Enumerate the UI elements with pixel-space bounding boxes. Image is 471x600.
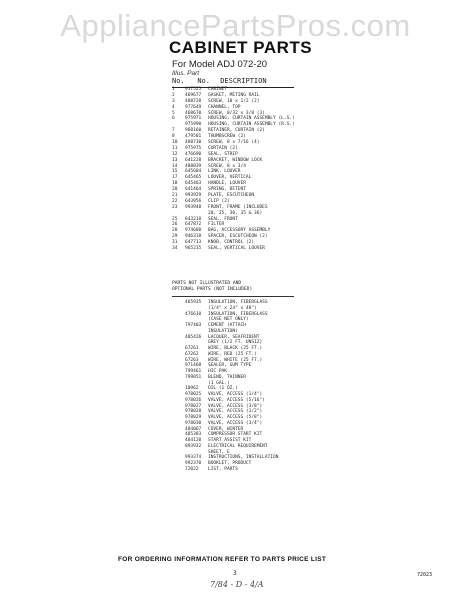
list-item-desc: SEAL, FRONT (208, 216, 238, 222)
list-item-desc: COVER, WINTER (208, 426, 244, 432)
list-item-part: 645684 (185, 169, 202, 175)
list-item-desc: BAG, ACCESSORY ASSEMBLY (208, 228, 271, 234)
list-item-part: 476610 (185, 311, 202, 317)
page-title: CABINET PARTS (169, 38, 313, 57)
list-item-desc: BOOKLET, PRODUCT (208, 461, 252, 466)
list-item-no: 15 (172, 169, 178, 175)
list-item (172, 246, 322, 252)
list-item-no: 2 (172, 92, 175, 98)
list-item-part: 978028 (185, 409, 202, 415)
page-number: 3 (233, 570, 237, 577)
list-item-no: 1 (172, 87, 175, 92)
list-item-no: 5 (172, 110, 175, 116)
list-item-desc: INSULATION, FIBERGLASS (208, 311, 268, 317)
list-item-part: 978029 (185, 415, 202, 420)
list-item-no: 18 (172, 181, 178, 187)
list-item-part: 975990 (185, 122, 202, 128)
list-item-desc: VALVE, ACCESS (3/4") (208, 420, 263, 426)
list-item-no: 3 (172, 98, 175, 104)
list-item-part: 488720 (185, 98, 202, 104)
list-item-desc: VALVE, ACCESS (3/8") (208, 403, 263, 409)
list-item-desc: (CASE NET ONLY) (208, 317, 249, 323)
list-item-no: 4 (172, 104, 175, 110)
list-item-desc: THUMBSCREW (2) (208, 134, 246, 140)
list-item-part: 645463 (185, 181, 202, 187)
list-item-desc: BLEND, THINNER (208, 374, 246, 380)
list-item-desc: BRACKET, WINDOW LOCK (208, 157, 263, 163)
list-item-no: 14 (172, 163, 178, 169)
list-item-no: 22 (172, 198, 178, 204)
list-item-no: 12 (172, 151, 178, 157)
list-item-part: 893932 (185, 443, 202, 449)
list-item-part: 978025 (185, 392, 202, 397)
list-item-desc: INSULATION) (208, 328, 238, 334)
list-item-part: 67262 (185, 351, 199, 357)
list-item-desc: SCREW, 8 x 3/4 (208, 163, 246, 169)
list-item-part: 975975 (185, 145, 202, 151)
list-item-part: 975971 (185, 116, 202, 122)
list-item-desc: KNOB, CONTROL (2) (208, 240, 255, 246)
list-item-part: 10962 (185, 386, 199, 392)
list-item-part: 488039 (185, 163, 202, 169)
list-item-part: 479581 (185, 134, 202, 140)
list-item-desc: WIRE, BLACK (25 FT.) (208, 346, 263, 351)
list-item-part: 641228 (185, 157, 202, 163)
list-item-desc: SEAL, VERTICAL LOUVER (208, 246, 265, 252)
list-item-no: 13 (172, 157, 178, 163)
list-item-part: 974680 (185, 228, 202, 234)
list-item-desc: SEAL, STRIP (208, 151, 238, 157)
list-item-part: 647872 (185, 222, 202, 228)
list-item-no: 31 (172, 240, 178, 246)
list-item-desc: START ASSIST KIT (208, 438, 252, 443)
list-item-no: 20 (172, 187, 178, 193)
list-item-desc: SCREW, 10 x 1/2 (2) (208, 98, 260, 104)
list-item-no: 29 (172, 234, 178, 240)
list-item-part: 67261 (185, 346, 199, 351)
list-item-part: 993929 (185, 193, 202, 199)
list-item-part: 978030 (185, 420, 202, 426)
not-included-line-2: OPTIONAL PARTS (NOT INCLUDED) (172, 287, 253, 293)
list-item-desc: CEMENT (ATTACH (208, 323, 246, 328)
list-item-part: 799051 (185, 374, 202, 380)
list-item-part: 488730 (185, 140, 202, 146)
list-item-part: 992370 (185, 461, 202, 466)
list-item-desc: (1/4" x 24" x 48") (208, 305, 257, 311)
list-item-desc: INSULATION, FIBERGLASS (208, 300, 268, 305)
list-item-desc: FRONT, FRAME (INCLUDES (208, 204, 268, 210)
list-item-desc: FILTER (208, 222, 225, 228)
list-item-part: 993374 (185, 455, 202, 461)
not-included-rule (172, 295, 294, 297)
list-item-desc: VALVE, ACCESS (1/2") (208, 409, 263, 415)
list-item-part: 965235 (185, 246, 202, 252)
extra-parts-list (172, 300, 322, 473)
list-item-no: 6 (172, 116, 175, 122)
list-item-desc: CURTAIN (2) (208, 145, 238, 151)
document-code: 72023 (417, 572, 433, 578)
list-item-desc: WIRE, RED (25 FT.) (208, 351, 257, 357)
list-item-desc: 20, 25, 30, 35 & 36) (208, 210, 263, 216)
list-item-part: 977649 (185, 104, 202, 110)
list-item-part: 946318 (185, 234, 202, 240)
list-item-desc: HANDLE, LOUVER (208, 181, 246, 187)
list-item-part: 485426 (185, 334, 202, 340)
list-item-desc: SPRING, DETENT (208, 187, 246, 193)
list-item-no: 34 (172, 246, 178, 252)
list-item-desc: GREY (1/2 FT. UNSIZ) (208, 340, 263, 346)
col-illus-no: No. (172, 77, 185, 85)
list-item-no: 17 (172, 175, 178, 181)
list-item-part: 917525 (185, 87, 202, 92)
list-item-part: 484067 (185, 426, 202, 432)
list-item-desc: HIC PAK (208, 369, 227, 374)
list-item-desc: INSTRUCTIONS, INSTALLATION (208, 455, 279, 461)
not-included-heading (172, 281, 294, 297)
not-included-line-1: PARTS NOT ILLUSTRATED AND (172, 281, 242, 286)
watermark: AppliancePartsPros.com (60, 8, 411, 43)
list-item-no: 7 (172, 128, 175, 134)
list-item-part: 485383 (185, 432, 202, 438)
list-item-no: 28 (172, 228, 178, 234)
list-item-desc: WIRE, WHITE (25 FT.) (208, 357, 263, 363)
list-item-part: 465935 (185, 300, 202, 305)
list-item-desc: SCREW, 8/32 x 3/8 (3) (208, 110, 265, 116)
list-item-part: 72022 (185, 466, 199, 472)
list-item-part: 978027 (185, 403, 202, 409)
list-item-desc: COMPRESSOR START KIT (208, 432, 263, 438)
list-item-desc: (1 GAL.) (208, 380, 230, 386)
list-item-desc: CLIP (2) (208, 198, 230, 204)
list-item-part: 641464 (185, 187, 202, 193)
parts-list (172, 87, 322, 252)
list-item-desc: SPACER, ESCUTCHEON (2) (208, 234, 268, 240)
list-item-part: 476690 (185, 151, 202, 157)
list-item-no: 25 (172, 216, 178, 222)
list-item-desc: PLATE, ESCUTCHEON (208, 193, 255, 199)
list-item-desc: HOUSING, CURTAIN ASSEMBLY (R.S.) (208, 122, 295, 128)
list-item-desc: CHANNEL, TOP (208, 104, 241, 110)
list-item-part: 647713 (185, 240, 202, 246)
col-description: DESCRIPTION (220, 77, 267, 85)
list-item-part: 960160 (185, 128, 202, 134)
list-item-no: 10 (172, 140, 178, 146)
list-item (172, 467, 322, 473)
list-item-part: 799461 (185, 369, 202, 374)
list-item-part: 645465 (185, 175, 202, 181)
list-item-part: 643956 (185, 198, 202, 204)
list-item-desc: SHEET, E (208, 449, 230, 455)
list-item-part: 797403 (185, 323, 202, 328)
list-item-desc: LIST, PARTS (208, 466, 238, 472)
handwritten-note: 7/84 - D - 4/A (210, 580, 264, 589)
list-item-desc: OIL (1 OZ.) (208, 386, 238, 392)
list-item-desc: SEALER, GUM TYPE (208, 363, 252, 369)
list-item-part: 468670 (185, 110, 202, 116)
list-item-desc: HOUSING, CURTAIN ASSEMBLY (L.S.) (208, 116, 295, 122)
list-item-desc: LOUVER, VERTICAL (208, 175, 252, 181)
list-item-part: 67263 (185, 357, 199, 363)
list-item-desc: RETAINER, CURTAIN (2) (208, 128, 265, 134)
list-item-desc: VALVE, ACCESS (5/16") (208, 397, 265, 403)
list-item-part: 993948 (185, 204, 202, 210)
col-part-no: No. (197, 77, 210, 85)
list-item-desc: ELECTRICAL REQUIREMENT (208, 443, 268, 449)
list-item-no: 8 (172, 134, 175, 140)
list-item-part: 484120 (185, 438, 202, 443)
list-item-part: 978026 (185, 397, 202, 403)
list-item-no: 26 (172, 222, 178, 228)
list-item-desc: CABINET (208, 87, 227, 92)
list-item-desc: GASKET, METING RAIL (208, 92, 260, 98)
model-line: For Model ADJ 072-20 (172, 59, 268, 70)
list-item-no: 23 (172, 204, 178, 210)
list-item-part: 469677 (185, 92, 202, 98)
list-item-no: 21 (172, 193, 178, 199)
list-item-no: 11 (172, 145, 178, 151)
ordering-note: FOR ORDERING INFORMATION REFER TO PARTS PRICE LIST (118, 556, 327, 563)
list-item-part: 971468 (185, 363, 202, 369)
illus-part-label: Illus. Part (172, 70, 200, 77)
list-item-part: 843218 (185, 216, 202, 222)
list-item-desc: VALVE, ACCESS (5/8") (208, 415, 263, 420)
list-item-desc: LACQUER, SEAFRIDENT (208, 334, 260, 340)
list-item-desc: LINK, LOUVER (208, 169, 241, 175)
list-item-desc: VALVE, ACCESS (1/4") (208, 392, 263, 397)
list-item-desc: SCREW, 8 x 7/16 (4) (208, 140, 260, 146)
